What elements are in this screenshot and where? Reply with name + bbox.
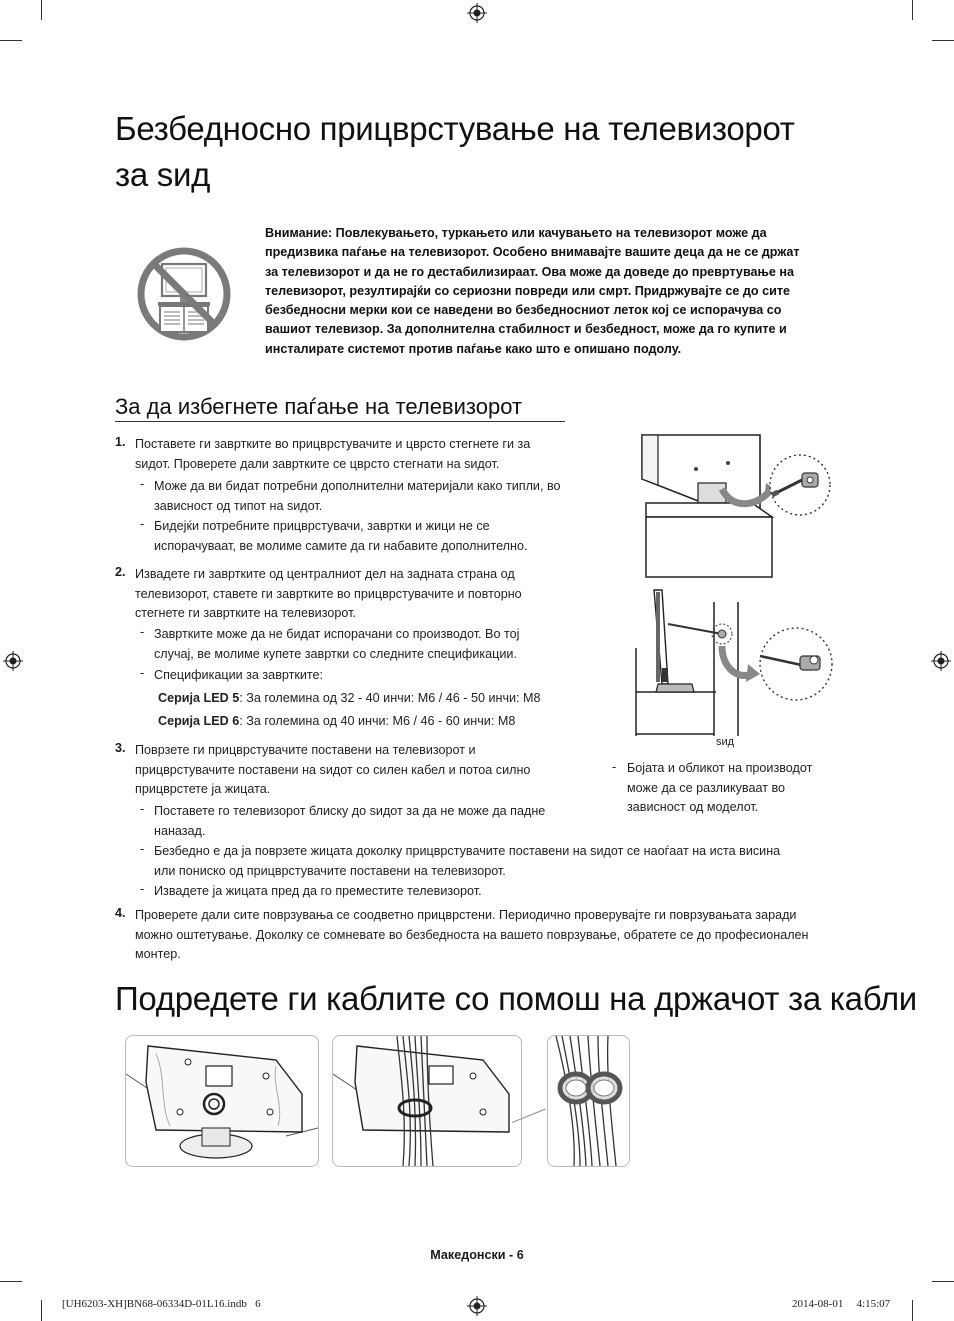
- page-title-line-1: Безбедносно прицврстување на телевизорот: [115, 110, 795, 147]
- crop-mark: [41, 1300, 42, 1321]
- bullet-dash: -: [140, 842, 145, 856]
- crop-mark: [932, 40, 954, 41]
- step-line: Поврзете ги прицврстувачите поставени на телевизорот и: [135, 743, 476, 757]
- side-note: [627, 759, 847, 818]
- print-info-right: 2014-08-01 4:15:07: [792, 1298, 891, 1310]
- step-3-bullet-1: [154, 802, 604, 841]
- step-line: Поставете ги завртките во прицврстувачите и цврсто стегнете ги за: [135, 437, 531, 451]
- tv-stand-bracket-illustration: [636, 433, 836, 583]
- bullet-line: Може да ви бидат потребни дополнителни материјали како типли, во: [154, 479, 561, 493]
- step-line: прицврстете ја жицата.: [135, 782, 271, 796]
- print-info-left: [UH6203-XH]BN68-06334D-01L16.indb 6: [62, 1298, 261, 1310]
- crop-mark: [0, 1281, 22, 1282]
- spec-line: [158, 689, 608, 709]
- page-title: [115, 106, 875, 198]
- cable-holder-figure-3: [547, 1035, 630, 1167]
- warning-paragraph: [265, 224, 825, 359]
- section-subtitle: За да избегнете паѓање на телевизорот: [115, 394, 523, 419]
- crop-mark: [912, 0, 913, 20]
- side-note-line: зависност од моделот.: [627, 800, 759, 814]
- warning-line: Внимание: Повлекувањето, туркањето или качувањето на телевизорот може да: [265, 226, 767, 240]
- step-line: монтер.: [135, 947, 181, 961]
- bullet-dash: -: [140, 625, 145, 639]
- step-2-bullet-2: [154, 666, 604, 686]
- step-line: Извадете ги завртките од централниот дел на задната страна од: [135, 567, 515, 581]
- step-number: 4.: [115, 906, 126, 920]
- step-line: можно оштетување. Доколку се сомневате во безбедноста на вашето поврзување, обратете се до професионален: [135, 927, 809, 942]
- spec-series: Серија LED 6: [158, 714, 240, 728]
- step-line: прицврстувачите поставени на ѕидот со силен кабел и потоа силно: [135, 762, 531, 777]
- step-2-text: [135, 565, 605, 624]
- no-climbing-warning-icon: [136, 246, 232, 342]
- step-2-bullet-1: [154, 625, 604, 664]
- bullet-line: или пониско од прицврстувачите поставени на телевизорот.: [154, 863, 506, 878]
- step-3-text: [135, 741, 605, 800]
- crop-mark: [912, 1300, 913, 1321]
- cables-routed-illustration: [333, 1036, 521, 1166]
- bullet-line: Безбедно е да ја поврзете жицата доколку прицврстувачите поставени на ѕидот се наоѓаат на иста висина: [154, 844, 781, 858]
- bullet-line: Завртките може да не бидат испорачани со производот. Во тој: [154, 627, 520, 641]
- step-3-bullet-3: [154, 882, 854, 902]
- spec-series: Серија LED 5: [158, 691, 240, 705]
- bullet-line: испорачуваат, ве молиме самите да ги набавите дополнително.: [154, 538, 528, 553]
- step-line: ѕидот. Проверете дали завртките се цврсто стегнати на ѕидот.: [135, 456, 500, 471]
- registration-mark-icon: [467, 3, 487, 23]
- spec-line: [158, 712, 608, 732]
- bullet-line: Спецификации за завртките:: [154, 668, 324, 682]
- bullet-dash: -: [140, 802, 145, 816]
- side-note-line: Бојата и обликот на производот: [627, 761, 813, 775]
- spec-detail: : За големина од 40 инчи: M6 / 46 - 60 инчи: M8: [239, 714, 516, 728]
- cable-clip-closeup-illustration: [548, 1036, 629, 1166]
- warning-line: за телевизорот и да не го дестабилизираат. Ова може да доведе до превртување на: [265, 264, 795, 279]
- page-footer: Македонски - 6: [430, 1248, 524, 1262]
- step-line: стегнете ги завртките на телевизорот.: [135, 606, 356, 620]
- section-2-title: Подредете ги каблите со помош на држачот за кабли: [115, 980, 917, 1017]
- bullet-line: Бидејќи потребните прицврстувачи, завртки и жици не се: [154, 519, 490, 533]
- bullet-line: зависност од типот на ѕидот.: [154, 498, 323, 513]
- crop-mark: [932, 1281, 954, 1282]
- warning-line: телевизорот, резултирајќи со сериозни повреди или смрт. Придржувајте се до сите: [265, 283, 790, 298]
- bullet-dash: -: [140, 882, 145, 896]
- step-line: Проверете дали сите поврзувања се соодветно прицврстени. Периодично проверувајте ги поврзувањата заради: [135, 908, 797, 922]
- registration-mark-icon: [467, 1296, 487, 1316]
- step-1-bullet-2: [154, 517, 604, 556]
- registration-mark-icon: [931, 651, 951, 671]
- bullet-line: случај, ве молиме купете завртки со следните спецификации.: [154, 646, 517, 661]
- tv-wall-anchor-illustration: [634, 588, 834, 738]
- bullet-dash: -: [140, 517, 145, 531]
- step-number: 2.: [115, 565, 126, 579]
- registration-mark-icon: [3, 651, 23, 671]
- bullet-line: наназад.: [154, 823, 206, 838]
- cable-holder-figure-1: [125, 1035, 319, 1167]
- step-1-bullet-1: [154, 477, 604, 516]
- bullet-dash: -: [612, 760, 617, 774]
- step-number: 3.: [115, 741, 126, 755]
- bullet-line: Поставете го телевизорот блиску до ѕидот за да не може да падне: [154, 804, 546, 818]
- warning-line: вашиот телевизор. За дополнителна стабилност и безбедност, може да го купите и: [265, 322, 787, 337]
- step-3-bullet-2: [154, 842, 854, 881]
- crop-mark: [41, 0, 42, 20]
- bullet-line: Извадете ја жицата пред да го преместите телевизорот.: [154, 884, 482, 898]
- wall-label: ѕид: [716, 736, 735, 748]
- page-title-line-2: за ѕид: [115, 156, 211, 193]
- bullet-dash: -: [140, 666, 145, 680]
- step-number: 1.: [115, 435, 126, 449]
- step-line: телевизорот, ставете ги завртките во прицврстувачите и повторно: [135, 586, 522, 601]
- cable-holder-figure-2: [332, 1035, 522, 1167]
- step-4-text: [135, 906, 845, 965]
- side-note-line: може да се разликуваат во: [627, 780, 786, 795]
- warning-line: предизвика паѓање на телевизорот. Особено внимавајте вашите деца да не се држат: [265, 245, 800, 260]
- tv-stand-back-illustration: [126, 1036, 318, 1166]
- bullet-dash: -: [140, 477, 145, 491]
- warning-line: инсталирате системот против паѓање како што е опишано подолу.: [265, 341, 682, 356]
- warning-line: безбедносни мерки кои се наведени во безбедносниот леток кој се испорачува со: [265, 303, 782, 318]
- crop-mark: [0, 40, 22, 41]
- step-1-text: [135, 435, 605, 474]
- subtitle-underline: [115, 421, 565, 422]
- spec-detail: : За големина од 32 - 40 инчи: M6 / 46 - 50 инчи: M8: [239, 691, 541, 705]
